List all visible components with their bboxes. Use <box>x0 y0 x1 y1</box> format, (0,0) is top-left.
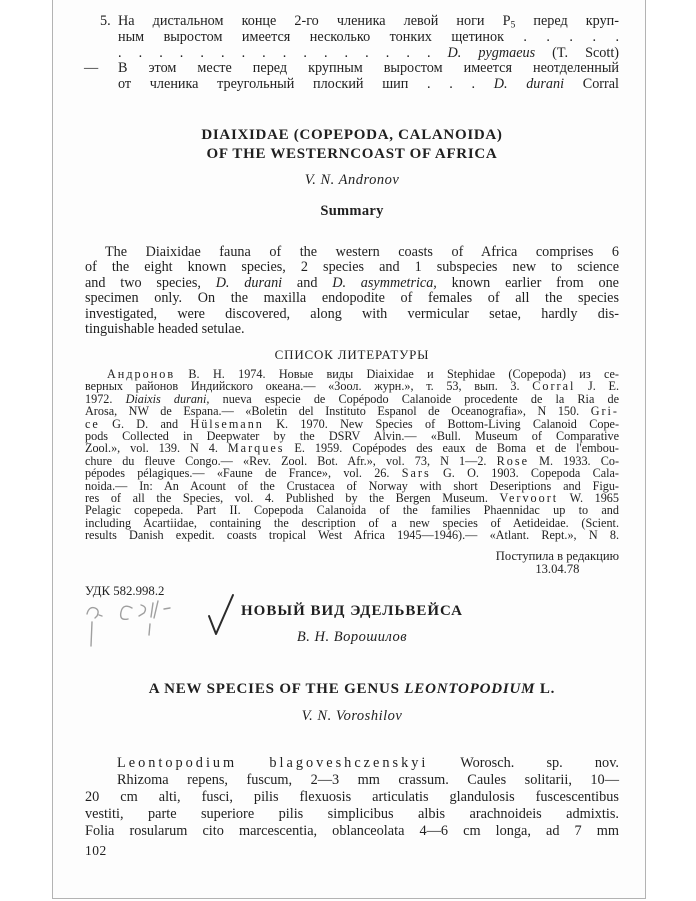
article2-title-ru: НОВЫЙ ВИД ЭДЕЛЬВЕЙСА <box>241 602 463 619</box>
text-line: pods Collected in Deepwater by the DSRV Alvin.— «Bull. Museum of Comparative <box>85 429 619 444</box>
text-line: including Acartiidae, containing the description of a new species of Aetideidae. (Scient. <box>85 515 619 530</box>
text-line: 20 cm alti, fusci, pilis flexuosis articulatis glandulosis fuscescentibus <box>85 788 619 805</box>
article2-title-en: A NEW SPECIES OF THE GENUS LEONTOPODIUM L. <box>148 680 556 697</box>
text-line: На дистальном конце 2-го членика левой ноги $P_5$ перед круп- <box>118 13 619 31</box>
text-line: ce G. D. and Hülsemann K. 1970. New Species of Bottom-Living Calanoid Cope- <box>85 416 620 431</box>
key-item-dash-marker: — <box>84 60 99 77</box>
udk-code: УДК 582.998.2 <box>85 583 165 598</box>
article1-title-line2: OF THE WESTERNCOAST OF AFRICA <box>206 146 498 163</box>
received-date: 13.04.78 <box>535 561 580 576</box>
scanned-page <box>52 0 646 899</box>
text-line: от членика треугольный плоский шип . . . D. durani Corral <box>118 76 619 93</box>
text-line: specimen only. On the maxilla endopodite of females of all the species <box>85 290 619 307</box>
received-block <box>85 550 619 576</box>
references-list <box>85 368 619 542</box>
article1-author: V. N. Andronov <box>304 171 400 188</box>
text-line: results Danish expedit. coasts tropical West Africa 1945—1946).— «Atlant. Rept.», N 8. <box>85 528 619 543</box>
text-line: investigated, were discovered, along with vermicular setae, hardly dis- <box>85 305 619 322</box>
text-line: Arosa, NW de Espana.— «Boletin del Instituto Espanol de Oceanografia», N 150. Gri- <box>85 404 619 419</box>
text-line: pépodes pélagiques.— «Faune de France», vol. 26. Sars G. O. 1903. Copepoda Cala- <box>85 466 619 481</box>
latin-diagnosis-paragraph <box>85 755 619 840</box>
text-line: The Diaixidae fauna of the western coasts of Africa comprises 6 <box>105 243 619 260</box>
text-line: tinguishable headed setulae. <box>85 321 245 338</box>
text-line: Folia rosularum cito marcescentia, oblanceolata 4—6 cm longa, ad 7 mm <box>85 822 619 839</box>
article2-author-en: V. N. Voroshilov <box>301 707 403 724</box>
text-line: 1972. Diaixis durani, nueva especie de Copépodo Calanoide procedente de la Ria de <box>85 391 619 406</box>
summary-heading: Summary <box>320 202 384 219</box>
annotated-title-row <box>85 602 619 654</box>
received-label: Поступила в редакцию <box>495 548 619 563</box>
article1-title-line1: DIAIXIDAE (COPEPODA, CALANOIDA) <box>201 126 503 143</box>
text-line: В этом месте перед крупным выростом имеется неотделенный <box>118 60 619 77</box>
text-line: ным выростом имеется несколько тонких щетинок . . . . . <box>118 28 619 45</box>
key-item-dash <box>85 61 619 93</box>
text-line: Leontopodium blagoveshczenskyi Worosch. sp. nov. <box>117 754 619 771</box>
text-line: Андронов В. Н. 1974. Новые виды Diaixidae и Stephidae (Copepoda) из се- <box>107 366 619 381</box>
text-line: верных районов Индийского океана.— «Зоол. журн.», т. 53, вып. 3. Corral J. E. <box>85 379 619 394</box>
key-item-5 <box>85 14 619 61</box>
text-line: chure du fleuve Congo.— «Rev. Zool. Bot. Afr.», vol. 73, N 1—2. Rose M. 1933. Co- <box>85 453 619 468</box>
references-heading: СПИСОК ЛИТЕРАТУРЫ <box>274 346 430 362</box>
text-line: and two species, D. durani and D. asymmetrica, known earlier from one <box>85 274 619 291</box>
text-line: Zool.», vol. 139. N 4. Marques E. 1959. Copépodes des eaux de Boma et de l'embou- <box>85 441 619 456</box>
determination-key <box>85 14 619 93</box>
key-item-5-text <box>118 14 619 61</box>
text-line: noida.— In: An Acount of the Crustacea of Norway with short Deseriptions and Figu- <box>85 478 619 493</box>
article1-title <box>85 126 619 165</box>
article2-author-ru: В. Н. Ворошилов <box>296 628 408 645</box>
text-line: vestiti, parte superiore pilis simplicibus albis arachnoideis admixtis. <box>85 805 619 822</box>
text-line: Pelagic copepeda. Part II. Copepoda Calanoida of the families Phaennidac up to and <box>85 503 619 518</box>
text-line: Rhizoma repens, fuscum, 2—3 mm crassum. Caules solitarii, 10— <box>117 771 619 788</box>
text-line: . . . . . . . . . . . . . . . . D. pygmaeus (T. Scott) <box>118 44 619 61</box>
page-number: 102 <box>85 842 107 858</box>
summary-paragraph <box>85 245 619 338</box>
text-line: of the eight known species, 2 species and 1 subspecies new to science <box>85 259 619 276</box>
text-line: res of all the Species, vol. 4. Published by the Bergen Museum. Vervoort W. 1965 <box>85 491 619 506</box>
key-item-dash-text <box>118 61 619 93</box>
key-item-number: 5. <box>100 13 111 29</box>
